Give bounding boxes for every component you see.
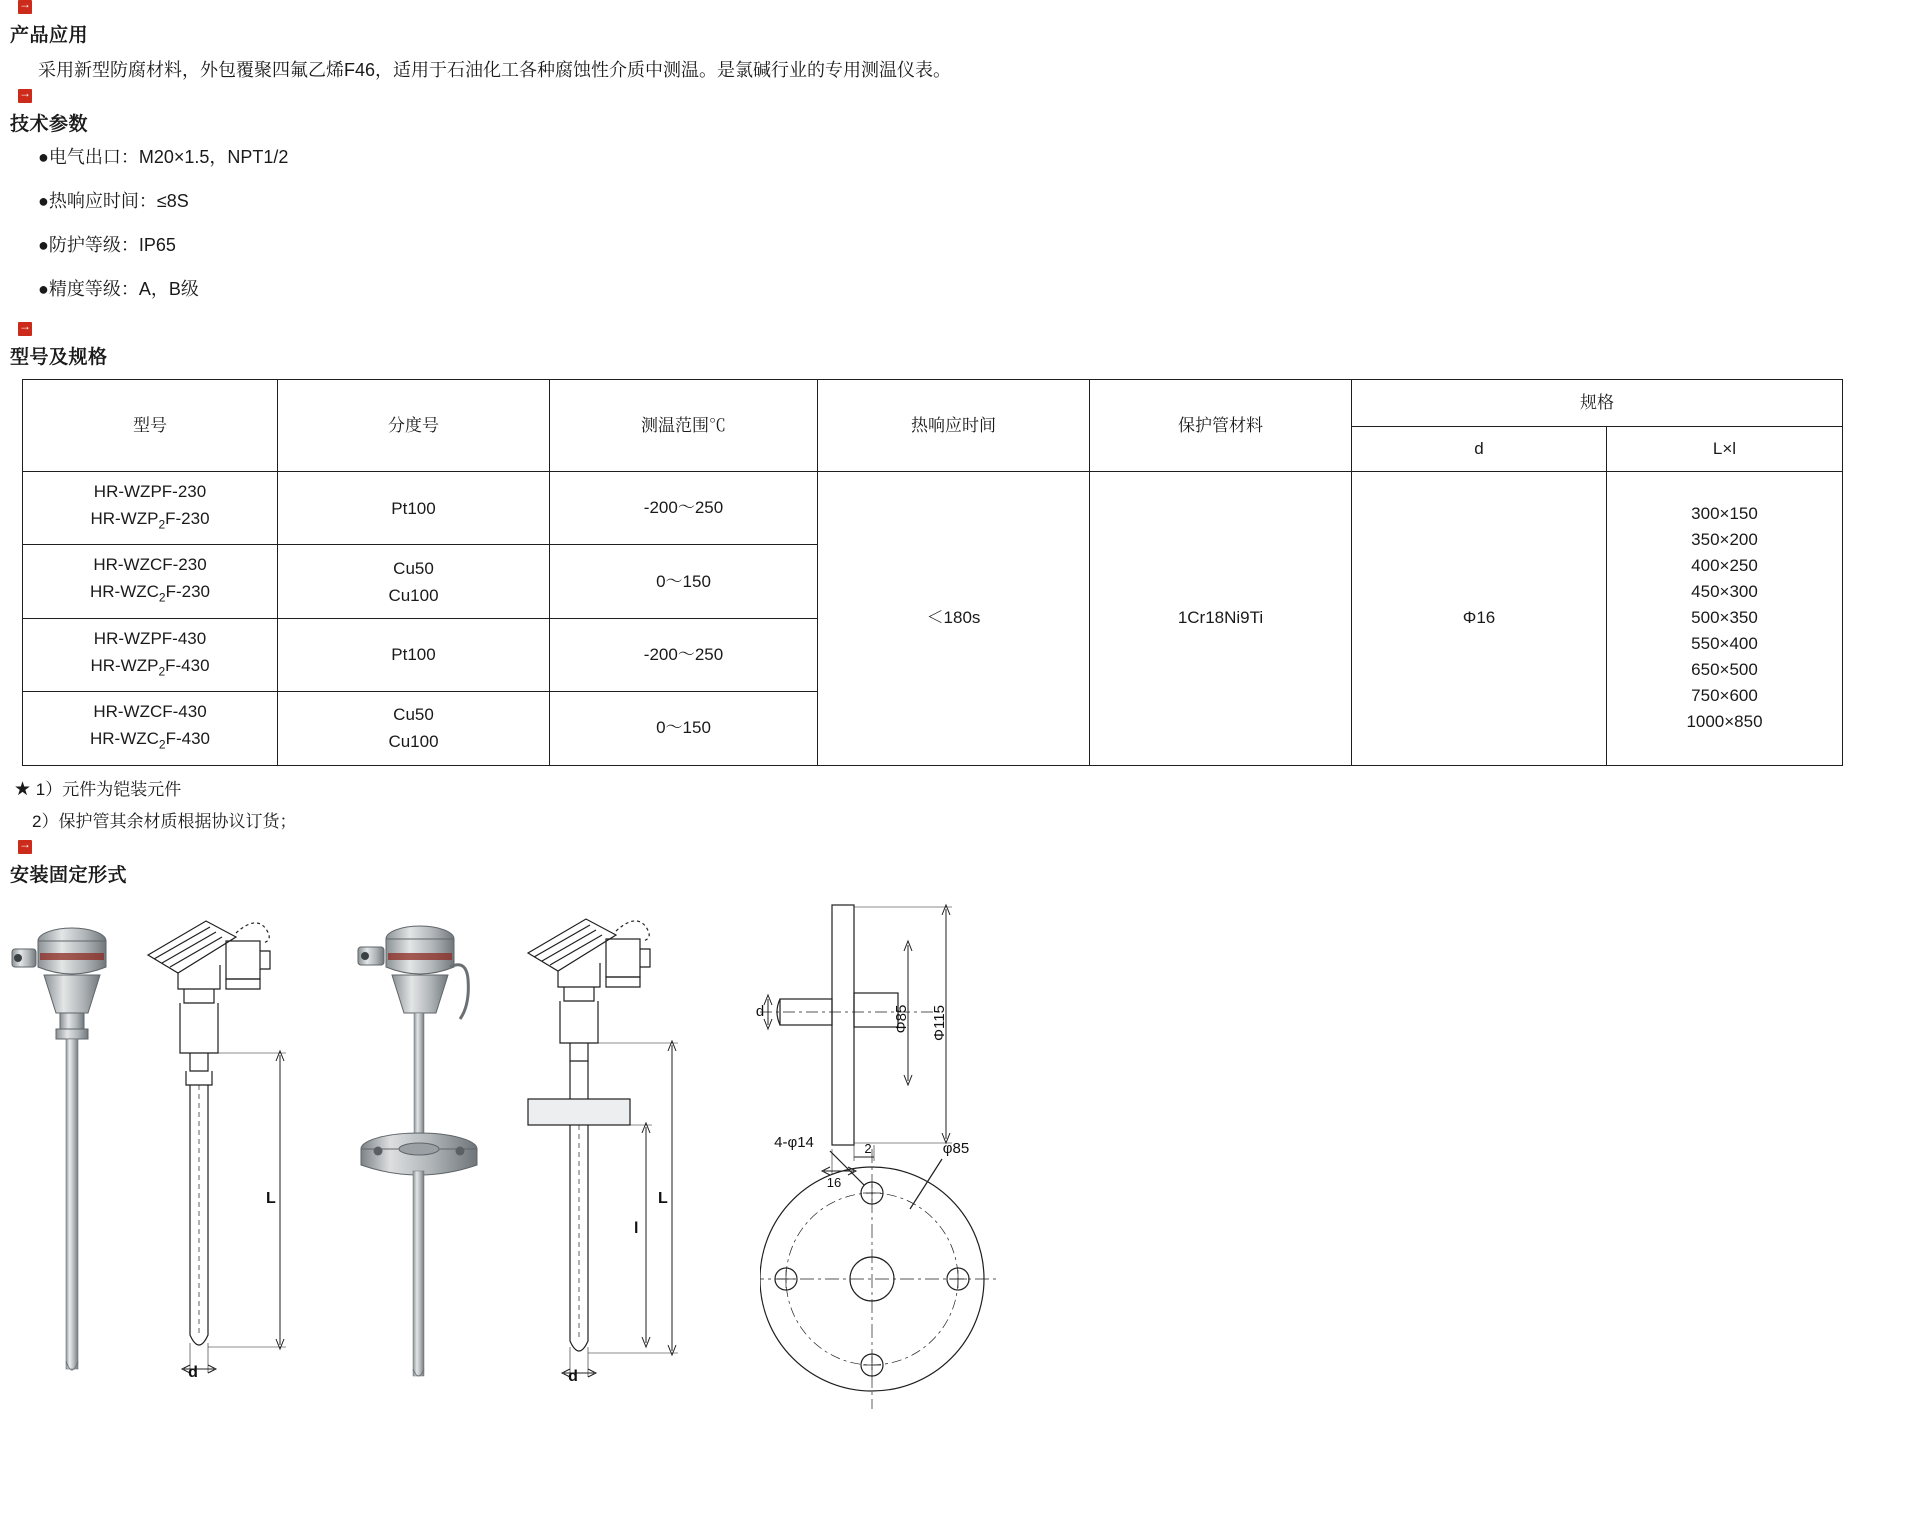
arrow-marker-icon [18,322,32,336]
dim-label-L: L [266,1189,276,1207]
drawing-thermocouple-line-1 [140,903,310,1393]
table-header-response: 热响应时间 [818,380,1090,472]
grade-line-1: Cu50 [393,705,434,725]
table-row [23,472,1843,545]
cell-range: -200～250 [550,472,818,545]
model-line-2: $HR-WZC_2F-430$ [89,729,211,752]
dim-label-bolt-circle: φ85 [942,1139,970,1157]
dim-label-16: 16 [826,1174,842,1189]
cell-range: 0～150 [550,545,818,618]
drawing-flange-front-view [760,1129,1030,1419]
cell-range: 0～150 [550,692,818,765]
cell-model [23,618,278,691]
marker-row-parameters [0,89,1920,107]
grade-line-2: Cu100 [388,732,439,752]
mounting-drawings [0,899,1920,1419]
drawing-thermocouple-photo-2 [350,909,510,1389]
section-title-models: 型号及规格 [10,347,108,368]
marker-row-models [0,322,1920,340]
table-header-spec: 规格 [1352,380,1843,427]
note-line-2: 2）保护管其余材质根据协议订货； [32,811,297,831]
application-paragraph: 采用新型防腐材料，外包覆聚四氟乙烯F46，适用于石油化工各种腐蚀性介质中测温。是氯碱行业的专用测温仪表。 [38,60,952,80]
cell-d: Φ16 [1352,472,1607,766]
star-icon: ★ [14,778,32,800]
model-line-2: $HR-WZC_2F-230$ [89,582,211,605]
model-line-1: HR-WZCF-430 [93,702,207,722]
lxl-value: 500×350 [1691,608,1758,628]
section-title-application: 产品应用 [10,25,89,46]
lxl-value: 400×250 [1691,556,1758,576]
cell-material: 1Cr18Ni9Ti [1090,472,1352,766]
note-1-text: 1）元件为铠装元件 [35,779,182,799]
lxl-value: 750×600 [1691,686,1758,706]
dim-label-4-holes: 4-φ14 [774,1133,814,1151]
table-header-range: 测温范围℃ [550,380,818,472]
table-header-spec-d: d [1352,427,1607,472]
section-title-mounting: 安装固定形式 [10,864,128,886]
model-line-1: HR-WZCF-230 [93,555,207,575]
dim-label-d-pipe: d [755,1002,765,1020]
cell-model [23,692,278,765]
cell-grade [278,618,550,691]
cell-response: ＜180s [818,472,1090,766]
cell-model [23,545,278,618]
lxl-value: 1000×850 [1686,712,1763,732]
dim-label-2: 2 [864,1140,872,1156]
arrow-marker-icon [18,0,32,14]
model-line-2: $HR-WZP_2F-430$ [90,655,210,679]
note-line-1 [0,778,1920,802]
marker-row-application [0,0,1920,18]
cell-model [23,472,278,545]
arrow-marker-icon [18,89,32,103]
section-title-parameters: 技术参数 [10,114,89,135]
lxl-value: 650×500 [1691,660,1758,680]
table-header-material: 保护管材料 [1090,380,1352,472]
list-item: ●防护等级：IP65 [38,235,176,255]
cell-range: -200～250 [550,618,818,691]
drawing-thermocouple-line-2 [520,903,700,1393]
dim-label-phi115: Φ115 [931,1004,948,1041]
list-item: ●电气出口：M20×1.5，NPT1/2 [38,147,289,167]
model-line-1: HR-WZPF-230 [93,482,207,501]
specifications-table [22,379,1843,766]
drawing-thermocouple-photo-1 [10,909,140,1389]
grade-line-2: Cu100 [388,585,439,605]
model-line-1: HR-WZPF-430 [93,628,207,648]
table-header-spec-lxl: L×l [1607,427,1843,472]
grade-line-1: Cu50 [393,558,434,578]
list-item: ●热响应时间：≤8S [38,191,189,211]
lxl-value: 450×300 [1691,582,1758,602]
cell-grade [278,692,550,765]
list-item: ●精度等级：A，B级 [38,279,199,299]
cell-lxl [1607,472,1843,766]
lxl-value: 300×150 [1691,504,1758,524]
parameters-list [0,146,1920,300]
model-line-2: $HR-WZP_2F-230$ [90,509,210,532]
dim-label-L: L [658,1189,668,1207]
table-header-grade: 分度号 [278,380,550,472]
cell-grade [278,472,550,545]
dim-label-d: d [188,1363,198,1381]
grade-line-1: Pt100 [391,645,436,665]
cell-grade [278,545,550,618]
marker-row-mounting [0,840,1920,858]
lxl-value: 550×400 [1691,634,1758,654]
dim-label-phi85: Φ85 [893,1004,910,1033]
dim-label-d: d [568,1367,578,1385]
grade-line-1: Pt100 [391,498,436,518]
table-header-row [23,380,1843,427]
dim-label-l: l [634,1219,639,1237]
table-header-model: 型号 [23,380,278,472]
arrow-marker-icon [18,840,32,854]
lxl-value: 350×200 [1691,530,1758,550]
